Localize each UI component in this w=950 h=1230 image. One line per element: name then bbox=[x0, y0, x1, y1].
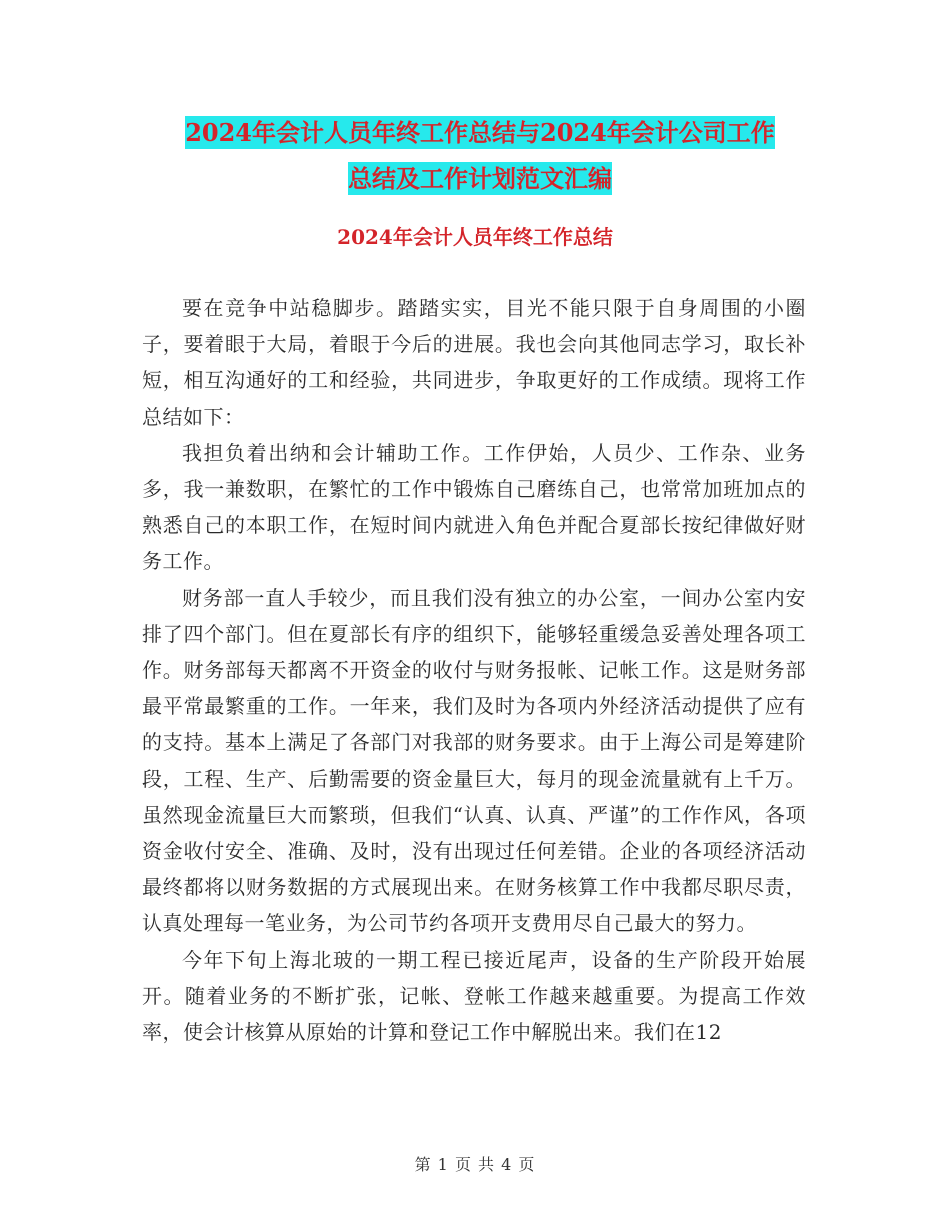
paragraph: 要在竞争中站稳脚步。踏踏实实，目光不能只限于自身周围的小圈子，要着眼于大局，着眼于今后的进展。我也会向其他同志学习，取长补短，相互沟通好的工和经验，共同进步，争取更好的工作成绩。现将工作总结如下： bbox=[142, 296, 806, 429]
document-title-line-1: 2024年会计人员年终工作总结与2024年会计公司工作 bbox=[185, 118, 775, 147]
document-body bbox=[142, 290, 806, 1050]
document-title bbox=[140, 110, 820, 202]
paragraph: 财务部一直人手较少，而且我们没有独立的办公室，一间办公室内安排了四个部门。但在夏部长有序的组织下，能够轻重缓急妥善处理各项工作。财务部每天都离不开资金的收付与财务报帐、记帐工作。这是财务部最平常最繁重的工作。一年来，我们及时为各项内外经济活动提供了应有的支持。基本上满足了各部门对我部的财务要求。由于上海公司是筹建阶段，工程、生产、后勤需要的资金量巨大，每月的现金流量就有上千万。虽然现金流量巨大而繁琐，但我们“认真、认真、严谨”的工作作风，各项资金收付安全、准确、及时，没有出现过任何差错。企业的各项经济活动最终都将以财务数据的方式展现出来。在财务核算工作中我都尽职尽责，认真处理每一笔业务，为公司节约各项开支费用尽自己最大的努力。 bbox=[142, 585, 806, 936]
document-title-line-2: 总结及工作计划范文汇编 bbox=[348, 164, 612, 193]
section-title: 2024年会计人员年终工作总结 bbox=[337, 225, 613, 249]
paragraph: 今年下旬上海北玻的一期工程已接近尾声，设备的生产阶段开始展开。随着业务的不断扩张，记帐、登帐工作越来越重要。为提高工作效率，使会计核算从原始的计算和登记工作中解脱出来。我们在12 bbox=[142, 947, 806, 1045]
paragraph: 我担负着出纳和会计辅助工作。工作伊始，人员少、工作杂、业务多，我一兼数职，在繁忙的工作中锻炼自己磨练自己，也常常加班加点的熟悉自己的本职工作，在短时间内就进入角色并配合夏部长按纪律做好财务工作。 bbox=[142, 440, 806, 574]
page-number-footer: 第 1 页 共 4 页 bbox=[414, 1155, 536, 1174]
